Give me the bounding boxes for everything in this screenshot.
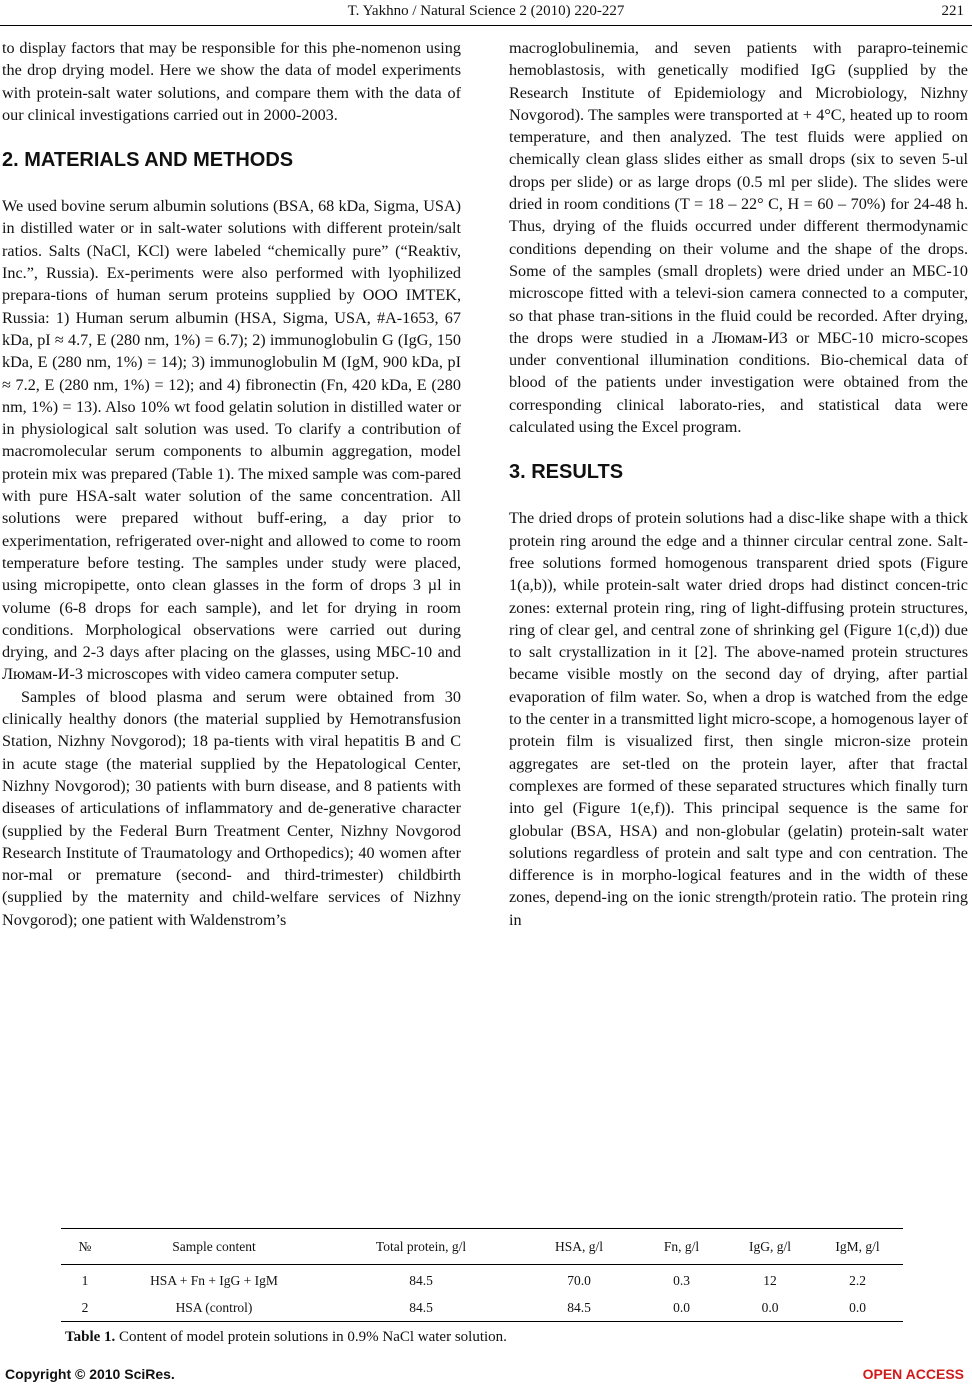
left-column xyxy=(2,37,461,931)
table-row xyxy=(61,1294,903,1321)
section-heading-methods: 2. MATERIALS AND METHODS xyxy=(2,149,294,172)
page-footer xyxy=(0,1366,972,1386)
table-header-row xyxy=(61,1229,903,1264)
header-rule xyxy=(0,25,972,26)
table-cell: 70.0 xyxy=(567,1272,591,1288)
table-cell: 2.2 xyxy=(849,1272,866,1288)
table-header-cell: Total protein, g/l xyxy=(375,1238,467,1254)
paragraph-methods-2: Samples of blood plasma and serum were obtained from 30 clinically healthy donors (the material supplied by Hemotransfusion Station, Nizhny Novgorod); 18 pa-tients with viral hepatitis B and C in acute stage (the material supplied by the Hepatological Center, Nizhny Novgorod); 30 patients with burn disease, and 8 patients with diseases of articulations of inflammatory and de-generative character (supplied by the Federal Burn Treatment Center, Nizhny Novgorod Research Institute of Traumatology and Orthopedics); 40 women after nor-mal or premature (second- and third-trimester) childbirth (supplied by the maternity and child-welfare services of Nizhny Novgorod); one patient with Waldenstrom’s xyxy=(2,687,461,929)
copyright-notice: Copyright © 2010 SciRes. xyxy=(5,1366,175,1382)
table-cell: 0.0 xyxy=(849,1299,866,1315)
table-caption-text: Content of model protein solutions in 0.9% NaCl water solution. xyxy=(115,1329,507,1345)
table-header-cell: Fn, g/l xyxy=(663,1238,700,1254)
table-cell: 1 xyxy=(81,1272,89,1288)
table-caption-label: Table 1. xyxy=(65,1329,116,1345)
table-rule-bottom xyxy=(61,1321,903,1322)
table-header-cell: № xyxy=(78,1238,92,1254)
table-rule-mid xyxy=(61,1264,903,1265)
table-cell: 84.5 xyxy=(567,1299,591,1315)
table-cell: 0.0 xyxy=(761,1299,779,1315)
page-number: 221 xyxy=(941,3,964,19)
right-column xyxy=(509,37,968,931)
table-cell: 0.3 xyxy=(673,1272,690,1288)
paragraph-methods-3: macroglobulinemia, and seven patients with parapro-teinemic hemoblastosis, with genetically modified IgG (supplied by the Research Institute of Epidemiology and Microbiology, Nizhny Novgorod). The samples were transported at + 4°C, heated up to room temperature, and then analyzed. The test fluids were applied on chemically clean glass slides either as small drops (six to seven 5-ul drops per slide) or as large drops (0.5 ml per slide). The slides were dried in room conditions (T = 18 – 22° C, H = 60 – 70%) for 24-48 h. Thus, drying of the fluids occurred under different thermodynamic conditions depending on their volume and the shape of the drops. Some of the samples (small droplets) were dried under an МБС-10 microscope fitted with a televi-sion camera connected to a computer, so that phase tran-sitions in the fluid could be recorded. After drying, the drops were studied in a Люмам-И3 or МБС-10 micro-scopes under conventional illumination conditions. Bio-chemical data of blood of the patients under investigation were obtained from the corresponding clinical laborato-ries, and statistical data were calculated using the Excel program. xyxy=(509,39,968,437)
table-header-cell: IgG, g/l xyxy=(749,1238,791,1254)
table-cell: 84.5 xyxy=(409,1272,433,1288)
table-cell: HSA (control) xyxy=(175,1299,253,1315)
table-cell: 12 xyxy=(763,1272,777,1288)
table-header-cell: HSA, g/l xyxy=(554,1238,603,1254)
table-cell: 84.5 xyxy=(409,1299,433,1315)
paragraph-results-1: The dried drops of protein solutions had a disc-like shape with a thick protein ring around the edge and a thinner circular central zone. Salt-free solutions formed homogenous transparent dried spots (Figure 1(a,b)), while protein-salt water dried drops had distinct concen-tric zones: external protein ring, ring of light-diffusing protein structures, ring of clear gel, and central zone of shrinking gel (Figure 1(c,d)) due to salt crystallization in it [2]. The above-named protein structures became visible mostly on the second day of drying, after partial evaporation of film water. So, when a drop is watched from the edge to the center in a transmitted light micro-scope, a homogenous layer of protein film is visualized first, then single micron-size protein aggregates are set-tled on the protein layer, after that fractal complexes are formed of these separated structures which finally turn into gel (Figure 1(e,f)). This principal sequence is the same for globular (BSA, HSA) and non-globular (gelatin) protein-salt water solutions regardless of protein and salt type and con centration. The difference is in morpho-logical features and in the width of these zones, depend-ing on the ionic strength/protein ratio. The protein ring in xyxy=(509,509,968,929)
paragraph-intro-continued: to display factors that may be responsible for this phe-nomenon using the drop drying model. Here we show the data of model experiments with protein-salt water solutions, and compare them with the data of our clinical investigations carried out in 2000-2003. xyxy=(2,39,461,124)
paragraph-methods-1: We used bovine serum albumin solutions (BSA, 68 kDa, Sigma, USA) in distilled water or in salt-water solutions with different protein/salt ratios. Salts (NaCl, KCl) were labeled “chemically pure” (“Reaktiv, Inc.”, Russia). Ex-periments were also performed with lyophilized prepara-tions of human serum proteins supplied by OOO IMTEK, Russia: 1) Human serum albumin (HSA, Sigma, USA, #A-1653, 67 kDa, pI ≈ 4.7, E (280 nm, 1%) = 6.7); 2) immunoglobulin G (IgG, 150 kDa, E (280 nm, 1%) = 14); 3) immunoglobulin M (IgM, 900 kDa, pI ≈ 7.2, E (280 nm, 1%) = 12); and 4) fibronectin (Fn, 420 kDa, E (280 nm, 1%) = 13). Also 10% wt food gelatin solution in distilled water or in physiological salt solution was used. To clarify a contribution of macromolecular serum components to albumin aggregation, model protein mix was prepared (Table 1). The mixed sample was com-pared with pure HSA-salt water solution of the same concentration. All solutions were prepared without buff-ering, a day prior to experimentation, refrigerated over-night and allowed to come to room temperature before testing. The samples under study were placed, using micropipette, onto clean glasses in the form of drops 3 µl in volume (6-8 drops for each sample), and let for drying in room conditions. Morphological observations were carried out during drying, and 2-3 days after placing on the glasses, using МБС-10 and Люмам-И-3 microscopes with video camera computer setup. xyxy=(2,197,461,684)
running-title: T. Yakhno / Natural Science 2 (2010) 220-227 xyxy=(347,3,625,19)
section-heading-results: 3. RESULTS xyxy=(509,461,624,484)
table-header-cell: IgM, g/l xyxy=(835,1238,880,1254)
table-header-cell: Sample content xyxy=(172,1238,256,1254)
table-cell: HSA + Fn + IgG + IgM xyxy=(150,1272,278,1288)
open-access-label: OPEN ACCESS xyxy=(862,1366,964,1382)
table-cell: 0.0 xyxy=(673,1299,690,1315)
data-table xyxy=(61,1228,903,1322)
table-cell: 2 xyxy=(81,1299,89,1315)
table-caption xyxy=(65,1329,507,1346)
table-row xyxy=(61,1267,903,1294)
